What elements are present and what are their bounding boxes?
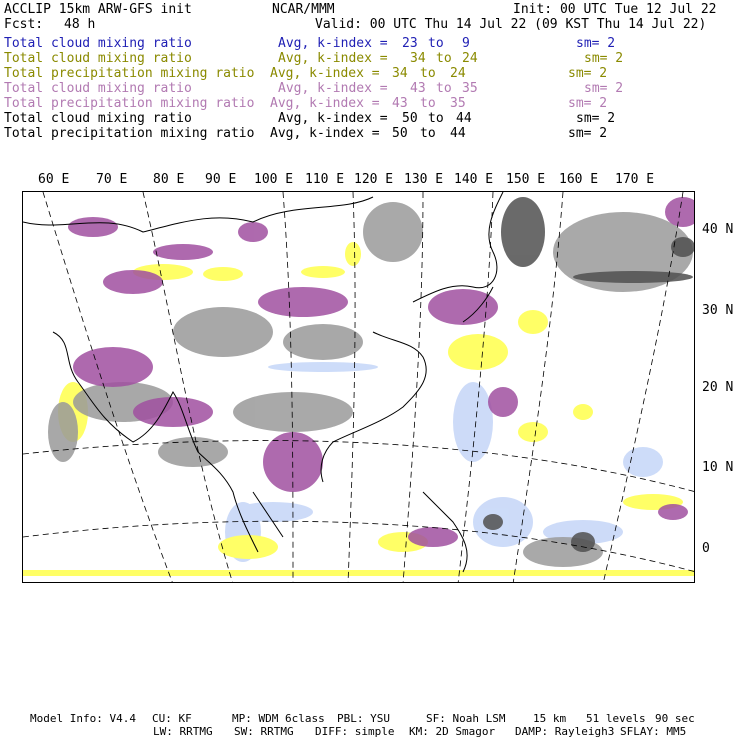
legend-row-6-avg: Avg, k-index = xyxy=(278,111,388,126)
legend-row-6-to-word: to xyxy=(428,111,444,126)
legend-row-2-field: Total cloud mixing ratio xyxy=(4,51,192,66)
legend-row-7-from: 50 xyxy=(392,126,408,141)
footer-pbl: PBL: YSU xyxy=(337,712,390,725)
legend-row-3-sm: sm= 2 xyxy=(568,66,608,81)
grey-shading-layer xyxy=(48,202,693,567)
legend-row-2-from: 34 xyxy=(410,51,426,66)
lat-label-40n: 40 N xyxy=(702,222,734,237)
forecast-map xyxy=(22,191,695,583)
legend-row-1-avg: Avg, k-index = xyxy=(278,36,388,51)
legend-row-5-sm: sm= 2 xyxy=(568,96,608,111)
legend-row-5-from: 43 xyxy=(392,96,408,111)
footer-levels: 51 levels xyxy=(586,712,646,725)
init-time: Init: 00 UTC Tue 12 Jul 22 xyxy=(513,2,717,17)
lon-label-100e: 100 E xyxy=(254,172,294,187)
lon-label-120e: 120 E xyxy=(354,172,394,187)
footer-sf: SF: Noah LSM xyxy=(426,712,506,725)
lat-label-0: 0 xyxy=(702,541,710,556)
footer-model-info: Model Info: V4.4 xyxy=(30,712,136,725)
lon-label-60e: 60 E xyxy=(38,172,70,187)
lon-label-80e: 80 E xyxy=(153,172,185,187)
legend-row-6-field: Total cloud mixing ratio xyxy=(4,111,192,126)
legend-row-1-field: Total cloud mixing ratio xyxy=(4,36,192,51)
model-title: ACCLIP 15km ARW-GFS init xyxy=(4,2,192,17)
footer-sw: SW: RRTMG xyxy=(234,725,294,738)
legend-row-1-sm: sm= 2 xyxy=(576,36,616,51)
legend-row-3-to-word: to xyxy=(420,66,436,81)
footer-cu: CU: KF xyxy=(152,712,192,725)
legend-row-4-field: Total cloud mixing ratio xyxy=(4,81,192,96)
legend-row-2-avg: Avg, k-index = xyxy=(278,51,388,66)
legend-row-2-to-word: to xyxy=(436,51,452,66)
legend-row-7-avg: Avg, k-index = xyxy=(270,126,380,141)
legend-row-1-to-word: to xyxy=(428,36,444,51)
lon-label-130e: 130 E xyxy=(404,172,444,187)
legend-row-7-sm: sm= 2 xyxy=(568,126,608,141)
legend-row-7-to-word: to xyxy=(420,126,436,141)
legend-row-4-to: 35 xyxy=(462,81,478,96)
footer-resolution: 15 km xyxy=(533,712,567,725)
valid-time: Valid: 00 UTC Thu 14 Jul 22 (09 KST Thu 14 Jul 22) xyxy=(315,17,707,32)
lat-label-10n: 10 N xyxy=(702,460,734,475)
legend-row-3-from: 34 xyxy=(392,66,408,81)
legend-row-5-avg: Avg, k-index = xyxy=(270,96,380,111)
forecast-hours: 48 h xyxy=(64,17,96,32)
lat-label-20n: 20 N xyxy=(702,380,734,395)
legend-row-2-sm: sm= 2 xyxy=(584,51,624,66)
lon-label-160e: 160 E xyxy=(559,172,599,187)
footer-mp: MP: WDM 6class xyxy=(232,712,325,725)
lon-label-150e: 150 E xyxy=(506,172,546,187)
legend-row-5-to: 35 xyxy=(450,96,466,111)
legend-row-7-to: 44 xyxy=(450,126,466,141)
footer-lw: LW: RRTMG xyxy=(153,725,213,738)
footer-diff: DIFF: simple xyxy=(315,725,395,738)
legend-row-3-avg: Avg, k-index = xyxy=(270,66,380,81)
lon-label-140e: 140 E xyxy=(454,172,494,187)
map-canvas xyxy=(23,192,695,583)
legend-row-2-to: 24 xyxy=(462,51,478,66)
footer-km: KM: 2D Smagor xyxy=(409,725,496,738)
legend-row-4-sm: sm= 2 xyxy=(584,81,624,96)
legend-row-3-to: 24 xyxy=(450,66,466,81)
legend-row-1-from: 23 xyxy=(402,36,418,51)
footer-damp: DAMP: Rayleigh3 xyxy=(515,725,615,738)
lon-label-110e: 110 E xyxy=(305,172,345,187)
lon-label-70e: 70 E xyxy=(96,172,128,187)
legend-row-4-avg: Avg, k-index = xyxy=(278,81,388,96)
organization-label: NCAR/MMM xyxy=(272,2,335,17)
legend-row-6-from: 50 xyxy=(402,111,418,126)
footer-sflay: SFLAY: MM5 xyxy=(620,725,687,738)
legend-row-7-field: Total precipitation mixing ratio xyxy=(4,126,255,141)
lon-label-170e: 170 E xyxy=(615,172,655,187)
legend-row-5-to-word: to xyxy=(420,96,436,111)
forecast-label: Fcst: xyxy=(4,17,44,32)
lat-label-30n: 30 N xyxy=(702,303,734,318)
legend-row-1-to: 9 xyxy=(462,36,470,51)
footer-timestep: 90 sec xyxy=(655,712,695,725)
legend-row-4-from: 43 xyxy=(410,81,426,96)
legend-row-4-to-word: to xyxy=(436,81,452,96)
legend-row-6-to: 44 xyxy=(456,111,472,126)
legend-row-3-field: Total precipitation mixing ratio xyxy=(4,66,255,81)
legend-row-5-field: Total precipitation mixing ratio xyxy=(4,96,255,111)
lon-label-90e: 90 E xyxy=(205,172,237,187)
legend-row-6-sm: sm= 2 xyxy=(576,111,616,126)
